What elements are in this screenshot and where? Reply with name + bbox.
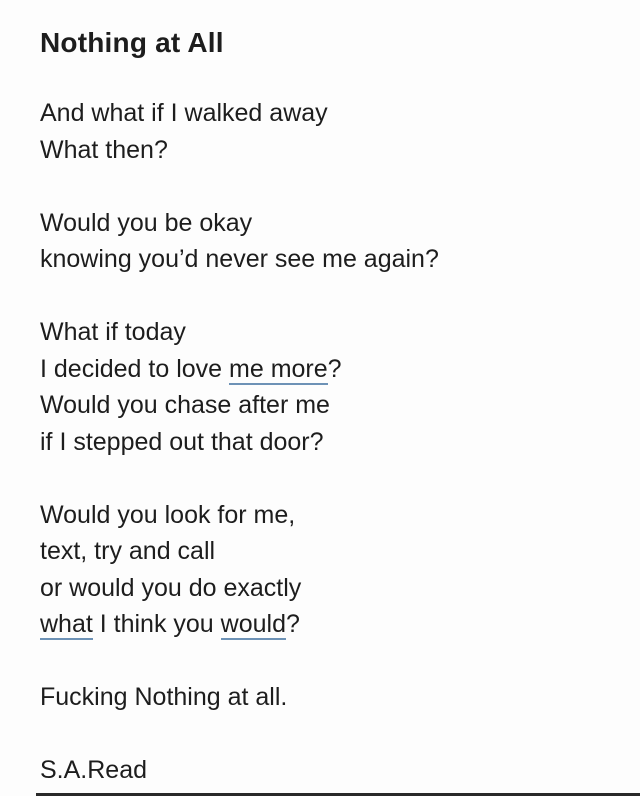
poem-stanza bbox=[40, 314, 610, 460]
poem-line bbox=[40, 314, 610, 351]
poem-stanza bbox=[40, 205, 610, 278]
poem-line bbox=[40, 679, 610, 716]
poem-line bbox=[40, 351, 610, 388]
poem-text: text, try and call bbox=[40, 537, 216, 565]
poem-text: Would you be okay bbox=[40, 208, 253, 237]
poem-line bbox=[40, 241, 610, 278]
poem-line bbox=[40, 95, 610, 132]
poem-line bbox=[40, 424, 610, 461]
underlined-word: me more bbox=[229, 354, 328, 383]
poem-line bbox=[40, 752, 610, 789]
poem-text: Fucking Nothing at all. bbox=[40, 683, 288, 711]
poem-text: Would you chase after me bbox=[40, 391, 330, 419]
poem-body bbox=[40, 95, 610, 789]
poem-stanza bbox=[40, 95, 610, 168]
poem-title: Nothing at All bbox=[40, 27, 224, 58]
underlined-word: would bbox=[220, 610, 286, 638]
poem-text: And what if I walked away bbox=[40, 99, 328, 127]
poem-line bbox=[40, 533, 610, 570]
poem-text: knowing you’d never see me again? bbox=[40, 245, 439, 273]
poem-signature bbox=[40, 752, 610, 789]
poem-text: ? bbox=[286, 610, 300, 638]
poem-text: ? bbox=[327, 354, 342, 383]
poem-stanza bbox=[40, 497, 610, 643]
poem-line bbox=[40, 387, 610, 424]
poem-line bbox=[40, 205, 610, 242]
poem-line bbox=[40, 132, 610, 169]
poem-stanza bbox=[40, 679, 610, 716]
poem-text: or would you do exactly bbox=[40, 573, 302, 602]
poem-text: S.A.Read bbox=[40, 756, 148, 784]
poem-text: if I stepped out that door? bbox=[40, 427, 324, 456]
poem-text: What if today bbox=[40, 318, 186, 346]
poem-text: I think you bbox=[92, 610, 221, 638]
poem-line bbox=[40, 570, 610, 607]
poem-text: I decided to love bbox=[40, 354, 230, 383]
poem-line bbox=[40, 497, 610, 534]
poem-text: What then? bbox=[40, 135, 168, 164]
poem-line bbox=[40, 606, 610, 643]
underlined-word: what bbox=[40, 610, 93, 638]
poem-text: Would you look for me, bbox=[40, 500, 296, 529]
